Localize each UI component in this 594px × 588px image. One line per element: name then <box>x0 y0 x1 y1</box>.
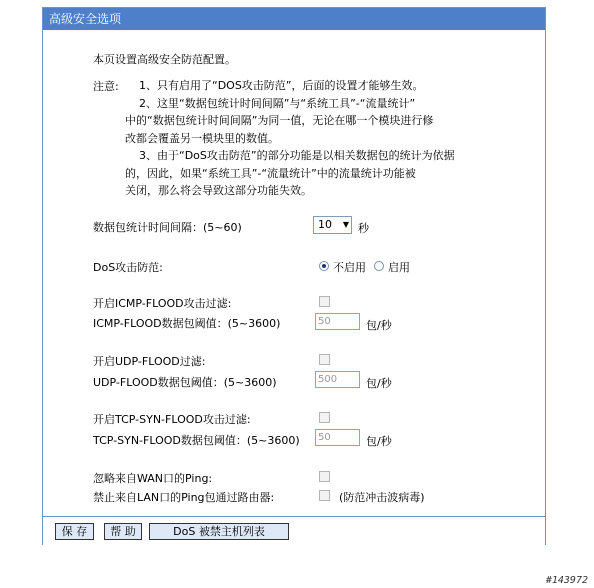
interval-label: 数据包统计时间间隔：(5~60) <box>93 221 242 234</box>
note-line: 改都会覆盖另一模块里的数值。 <box>125 131 279 145</box>
icmp-threshold-input[interactable] <box>315 313 360 330</box>
tcp-enable-checkbox[interactable] <box>319 412 330 423</box>
dos-off-radio[interactable] <box>319 261 329 271</box>
intro-text: 本页设置高级安全防范配置。 <box>93 53 236 66</box>
udp-unit: 包/秒 <box>366 377 392 390</box>
chevron-down-icon: ▼ <box>342 220 349 229</box>
help-button[interactable]: 帮 助 <box>104 523 142 540</box>
interval-unit: 秒 <box>358 222 369 235</box>
ping-lan-label: 禁止来自LAN口的Ping包通过路由器: <box>93 491 275 504</box>
dos-off-label: 不启用 <box>333 261 366 274</box>
notes-label: 注意: <box>93 80 119 93</box>
interval-value: 10 <box>318 218 332 231</box>
notes-block <box>125 77 455 200</box>
note-line: 3、由于“DoS攻击防范”的部分功能是以相关数据包的统计为依据 <box>139 149 455 162</box>
note-line: 2、这里“数据包统计时间间隔”与“系统工具”-“流量统计” <box>139 96 416 110</box>
dos-host-list-button[interactable]: DoS 被禁主机列表 <box>149 523 289 540</box>
note-line: 的，因此，如果“系统工具”-“流量统计”中的流量统计功能被 <box>125 166 416 180</box>
dos-label: DoS攻击防范: <box>93 261 163 274</box>
icmp-threshold-label: ICMP-FLOOD数据包阈值：(5~3600) <box>93 317 281 330</box>
advanced-security-panel <box>42 7 546 545</box>
ping-lan-checkbox[interactable] <box>319 490 330 501</box>
note-line: 中的“数据包统计时间间隔”为同一值，无论在哪一个模块进行修 <box>125 114 434 127</box>
save-button[interactable]: 保 存 <box>55 523 94 540</box>
ping-lan-note: (防范冲击波病毒) <box>339 491 425 504</box>
udp-enable-label: 开启UDP-FLOOD过滤: <box>93 355 206 368</box>
udp-threshold-input[interactable] <box>315 371 360 388</box>
panel-title: 高级安全选项 <box>43 8 545 30</box>
tcp-unit: 包/秒 <box>366 435 392 448</box>
icmp-enable-checkbox[interactable] <box>319 296 330 307</box>
udp-threshold-label: UDP-FLOOD数据包阈值：(5~3600) <box>93 376 277 389</box>
ping-wan-checkbox[interactable] <box>319 471 330 482</box>
tcp-enable-label: 开启TCP-SYN-FLOOD攻击过滤: <box>93 413 251 426</box>
footer-bar <box>43 516 545 545</box>
udp-enable-checkbox[interactable] <box>319 354 330 365</box>
ping-wan-label: 忽略来自WAN口的Ping: <box>93 472 213 485</box>
interval-select[interactable] <box>313 216 352 234</box>
icmp-unit: 包/秒 <box>366 319 392 332</box>
dos-on-radio[interactable] <box>374 261 384 271</box>
dos-on-label: 启用 <box>388 261 410 274</box>
tcp-threshold-label: TCP-SYN-FLOOD数据包阈值：(5~3600) <box>93 434 300 447</box>
note-line: 关闭，那么将会导致这部分功能失效。 <box>125 184 312 197</box>
icmp-enable-label: 开启ICMP-FLOOD攻击过滤: <box>93 297 232 310</box>
note-line: 1、只有启用了“DOS攻击防范”，后面的设置才能够生效。 <box>139 79 424 92</box>
tcp-threshold-input[interactable] <box>315 429 360 446</box>
watermark-text: #143972 <box>545 575 588 586</box>
